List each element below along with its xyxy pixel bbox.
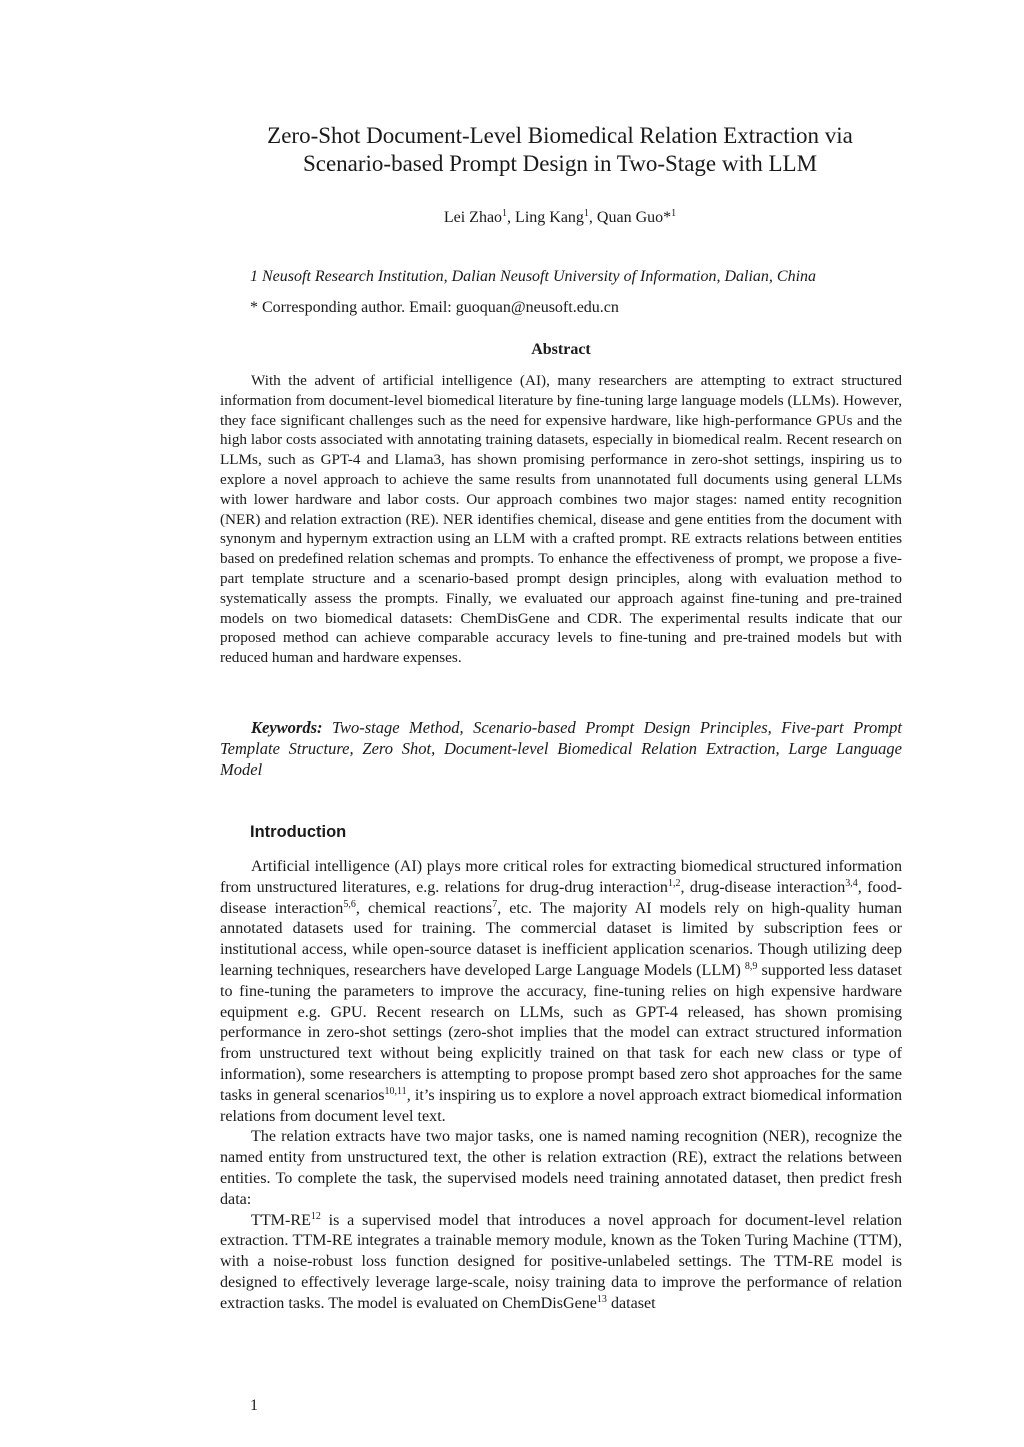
text-run: dataset xyxy=(606,1294,656,1312)
abstract-text: With the advent of artificial intelligence (AI), many researchers are attempting to extract structured information from document-level biomedical literature by fine-tuning large language models (LLMs). However, they face significant challenges such as the need for expensive hardware, like high-performance GPUs and the high labor costs associated with annotating training datasets, especially in biomedical realm. Recent research on LLMs, such as GPT-4 and Llama3, has shown promising performance in zero-shot settings, inspiring us to explore a novel approach to achieve the same results from unannotated full documents using general LLMs with lower hardware and labor costs. Our approach combines two major stages: named entity recognition (NER) and relation extraction (RE). NER identifies chemical, disease and gene entities from the document with synonym and hypernym extraction using an LLM with a crafted prompt. RE extracts relations between entities based on predefined relation schemas and prompts. To enhance the effectiveness of prompt, we propose a five-part template structure and a scenario-based prompt design principles, along with evaluation method to systematically assess the prompts. Finally, we evaluated our approach against fine-tuning and pre-trained models on two biomedical datasets: ChemDisGene and CDR. The experimental results indicate that our proposed method can achieve comparable accuracy levels to fine-tuning and pre-trained models but with reduced human and hardware expenses. xyxy=(220,372,902,667)
author-affil-sup: 1 xyxy=(502,208,508,219)
title-line-1: Zero-Shot Document-Level Biomedical Relation Extraction via xyxy=(267,123,853,148)
text-run: , it’s inspiring us to explore a novel approach extract biomedical information relations from document level text. xyxy=(220,1086,903,1125)
author-name: Quan Guo* xyxy=(596,209,672,226)
text-run: , food-disease interaction xyxy=(220,878,903,917)
title-line-2: Scenario-based Prompt Design in Two-Stage with LLM xyxy=(302,151,818,176)
intro-paragraph-2: The relation extracts have two major tasks, one is named naming recognition (NER), recognize the named entity from unstructured text, the other is relation extraction (RE), extract the relations between entities. To complete the task, the supervised models need training annotated dataset, then predict fresh data: xyxy=(220,1128,902,1208)
intro-paragraph-1 xyxy=(220,857,902,1127)
affiliation: 1 Neusoft Research Institution, Dalian Neusoft University of Information, Dalian, China xyxy=(250,268,817,285)
citation-sup: 7 xyxy=(492,898,498,910)
author-name: Lei Zhao xyxy=(443,209,503,226)
text-run: , drug-disease interaction xyxy=(680,878,846,896)
text-run: supported less dataset to fine-tuning the parameters to improve the accuracy, fine-tuning relies on high expensive hardware equipment e.g. GPU. Recent research on LLMs, such as GPT-4 released, has shown promising performance in zero-shot settings (zero-shot implies that the model can extract structured information from unstructured text without being explicitly trained on that task for each new class or type of information), some researchers is attempting to propose prompt based zero shot approaches for the same tasks in general scenarios xyxy=(220,961,902,1104)
keywords-label: Keywords: xyxy=(251,718,323,737)
citation-sup: 3,4 xyxy=(845,877,858,889)
text-run: is a supervised model that introduces a novel approach for document-level relation extraction. TTM-RE integrates a trainable memory module, known as the Token Turing Machine (TTM), with a noise-robust loss function designed for positive-unlabeled settings. The TTM-RE model is designed to effectively leverage large-scale, noisy training data to improve the performance of relation extraction tasks. The model is evaluated on ChemDisGene xyxy=(220,1211,902,1312)
citation-sup: 10,11 xyxy=(384,1085,407,1097)
author-list: Lei Zhao$^1$, Ling Kang$^1$, Quan Guo*$^1$ xyxy=(443,208,677,226)
section-heading-introduction: Introduction xyxy=(250,823,347,841)
intro-paragraph-3 xyxy=(220,1211,902,1315)
corresponding-author: * Corresponding author. Email: guoquan@neusoft.edu.cn xyxy=(250,299,619,316)
page-number: 1 xyxy=(250,1397,258,1414)
citation-sup: 8,9 xyxy=(744,960,758,972)
keywords xyxy=(220,717,902,780)
citation-sup: 5,6 xyxy=(343,898,356,910)
citation-sup: 13 xyxy=(596,1293,607,1305)
text-run: , etc. The majority AI models rely on high-quality human annotated datasets used for training. The commercial dataset is limited by subscription fees or institutional access, while open-source dataset is inefficient application scenarios. Though utilizing deep learning techniques, researchers have developed Large Language Models (LLM) xyxy=(220,899,902,979)
text-run: Artificial intelligence (AI) plays more critical roles for extracting biomedical structured information from unstructured literatures, e.g. relations for drug-drug interaction xyxy=(220,858,902,896)
keywords-text: Two-stage Method, Scenario-based Prompt Design Principles, Five-part Prompt Template Structure, Zero Shot, Document-level Biomedical Relation Extraction, Large Language Model xyxy=(220,718,903,779)
introduction-body xyxy=(220,857,902,1315)
abstract-body xyxy=(220,371,902,668)
text-run: , chemical reactions xyxy=(355,899,493,917)
author-name: Ling Kang xyxy=(515,209,584,226)
author-affil-sup: 1 xyxy=(671,208,677,219)
citation-sup: 12 xyxy=(310,1210,321,1222)
text-run: TTM-RE xyxy=(251,1211,311,1229)
author-affil-sup: 1 xyxy=(583,208,589,219)
abstract-heading: Abstract xyxy=(531,341,591,358)
paper-title xyxy=(150,122,970,178)
citation-sup: 1,2 xyxy=(667,877,681,889)
